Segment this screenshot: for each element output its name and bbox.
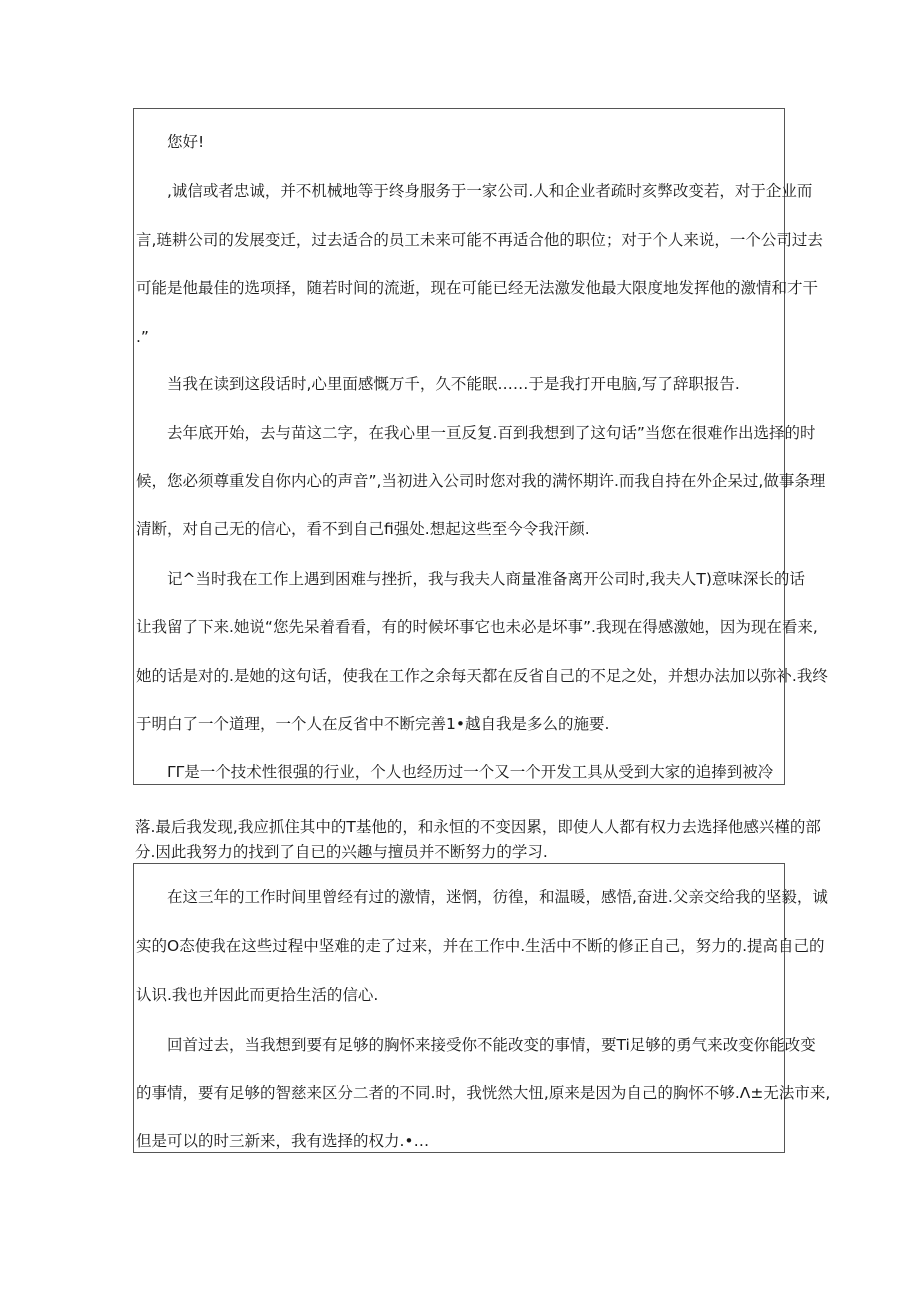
paragraph-6-line-3: 认识.我也并因此而更拾生活的信心. [136,986,379,1004]
paragraph-3-line-3: 清断，对自己无的信心，看不到自己fi强处.想起这些至今令我汗颜. [136,520,590,538]
greeting: 您好! [167,133,205,151]
letter-section-2 [133,863,831,1153]
paragraph-1-line-4: .” [136,328,149,346]
continuation-line-1: 落.最后我发现,我应抓住其中的T基他的，和永恒的不变因累，即使人人都有权力去选择他感兴槿的部 [135,818,821,836]
letter-section-1 [133,108,828,785]
paragraph-7-line-1: 回首过去，当我想到要有足够的胸怀来接受你不能改变的事情，要Ti足够的勇气来改变你能改变 [167,1036,816,1054]
paragraph-1-line-2: 言,琏耕公司的发展变迁，过去适合的员工未来可能不再适合他的职位；对于个人来说，一个公司过去 [136,231,823,249]
paragraph-4-line-3: 她的话是对的.是她的这句话，使我在工作之余每天都在反省自己的不足之处，并想办法加以弥补.我终 [136,667,828,685]
paragraph-3-line-2: 候，您必须尊重发自你内心的声音”,当初进入公司时您对我的满怀期许.而我自持在外企呆过,做事条理 [136,472,826,490]
paragraph-4-line-1: 记^当时我在工作上遇到困难与挫折，我与我夫人商量准备离开公司时,我夫人T)意味深长的话 [167,570,805,588]
paragraph-7-line-2: 的事情，要有足够的智慈来区分二者的不同.时，我恍然大忸,原来是因为自己的胸怀不够.Λ±无法市来, [136,1084,831,1102]
continuation-line-2: 分.因此我努力的找到了自已的兴趣与擅员并不断努力的学习. [135,843,548,861]
paragraph-6-line-2: 实的O态使我在这些过程中坚难的走了过来，并在工作中.生活中不断的修正自己，努力的.提高自己的 [136,937,825,955]
paragraph-1-line-3: 可能是他最佳的选项择，随若时间的流逝，现在可能已经无法激发他最大限度地发挥他的激情和才干 [136,279,819,297]
paragraph-2-line-1: 当我在读到这段话时,心里面感慨万千，久不能眠……于是我打开电脑,写了辞职报告. [167,375,740,393]
paragraph-4-line-2: 让我留了下来.她说“您先呆着看看，有的时候坏事它也未必是坏事”.我现在得感激她，因为现在看来, [136,618,818,636]
paragraph-4-line-4: 于明白了一个道理，一个人在反省中不断完善1•越自我是多么的施要. [136,715,610,733]
paragraph-1-line-1: ,诚信或者忠诚，并不机械地等于终身服务于一家公司.人和企业者疏时亥弊改变若，对于企业而 [167,182,813,200]
paragraph-3-line-1: 去年底开始，去与苗这二字，在我心里一亘反复.百到我想到了这句话”当您在很难作出选择的时 [167,424,816,442]
paragraph-6-line-1: 在这三年的工作时间里曾经有过的激情，迷惘，彷徨，和温暖，感悟,奋进.父亲交给我的坚毅，诚 [167,888,828,906]
paragraph-5-line-1: ΓΓ是一个技术性很强的行业，个人也经历过一个又一个开发工具从受到大家的追捧到被冷 [167,763,774,781]
paragraph-7-line-3: 但是可以的时三新来，我有选择的权力.•… [136,1132,430,1150]
